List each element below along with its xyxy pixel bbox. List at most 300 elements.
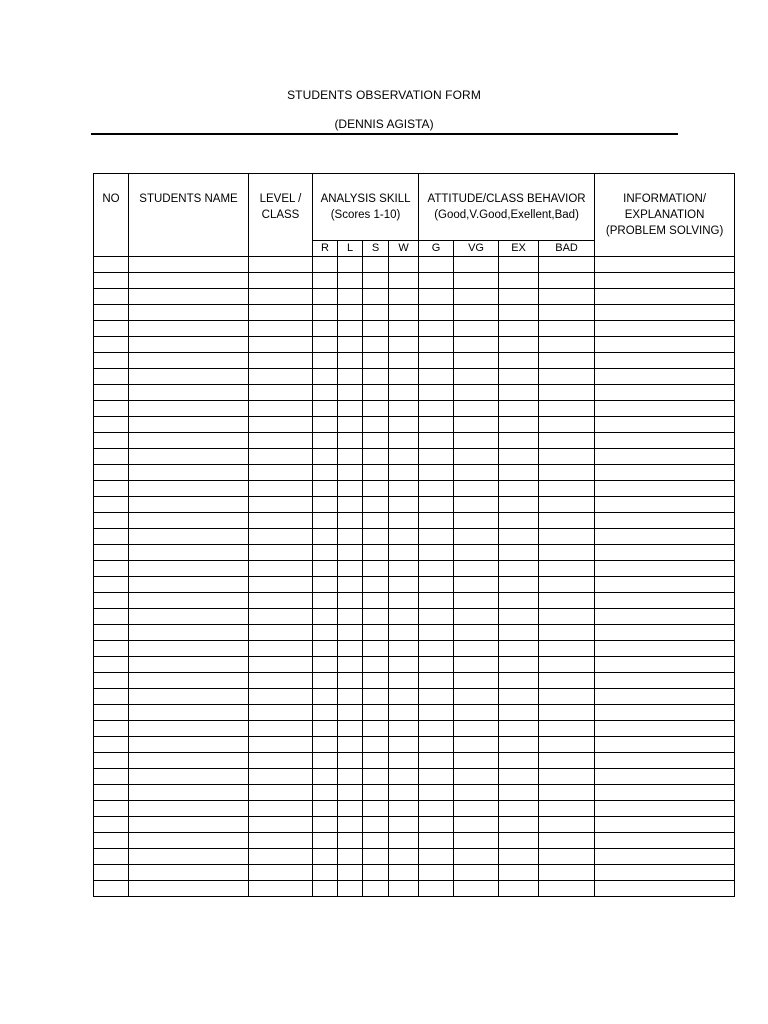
table-cell[interactable] [389, 609, 419, 625]
table-cell[interactable] [499, 801, 539, 817]
table-cell[interactable] [363, 513, 389, 529]
table-cell[interactable] [94, 545, 129, 561]
table-cell[interactable] [595, 625, 735, 641]
table-cell[interactable] [363, 705, 389, 721]
table-cell[interactable] [94, 305, 129, 321]
table-cell[interactable] [389, 721, 419, 737]
table-cell[interactable] [249, 721, 313, 737]
table-cell[interactable] [454, 849, 499, 865]
table-cell[interactable] [499, 401, 539, 417]
table-cell[interactable] [313, 465, 338, 481]
table-cell[interactable] [419, 849, 454, 865]
table-cell[interactable] [338, 417, 363, 433]
table-cell[interactable] [499, 273, 539, 289]
table-cell[interactable] [419, 673, 454, 689]
table-cell[interactable] [338, 481, 363, 497]
table-cell[interactable] [94, 513, 129, 529]
table-cell[interactable] [129, 625, 249, 641]
table-cell[interactable] [313, 497, 338, 513]
table-cell[interactable] [313, 417, 338, 433]
table-cell[interactable] [313, 881, 338, 897]
table-cell[interactable] [389, 673, 419, 689]
table-cell[interactable] [338, 881, 363, 897]
table-cell[interactable] [539, 545, 595, 561]
table-cell[interactable] [249, 561, 313, 577]
table-cell[interactable] [338, 593, 363, 609]
table-cell[interactable] [313, 817, 338, 833]
table-cell[interactable] [499, 609, 539, 625]
table-cell[interactable] [454, 257, 499, 273]
table-cell[interactable] [595, 817, 735, 833]
table-cell[interactable] [454, 401, 499, 417]
table-cell[interactable] [338, 449, 363, 465]
table-cell[interactable] [595, 753, 735, 769]
table-cell[interactable] [313, 529, 338, 545]
table-cell[interactable] [338, 673, 363, 689]
table-cell[interactable] [389, 497, 419, 513]
table-cell[interactable] [499, 545, 539, 561]
table-cell[interactable] [595, 833, 735, 849]
table-cell[interactable] [363, 817, 389, 833]
table-cell[interactable] [338, 705, 363, 721]
table-cell[interactable] [313, 369, 338, 385]
table-cell[interactable] [129, 721, 249, 737]
table-cell[interactable] [595, 673, 735, 689]
table-cell[interactable] [539, 593, 595, 609]
table-cell[interactable] [389, 465, 419, 481]
table-cell[interactable] [454, 785, 499, 801]
table-cell[interactable] [539, 417, 595, 433]
table-cell[interactable] [249, 385, 313, 401]
table-cell[interactable] [419, 289, 454, 305]
table-cell[interactable] [539, 433, 595, 449]
table-cell[interactable] [338, 321, 363, 337]
table-cell[interactable] [539, 737, 595, 753]
table-cell[interactable] [363, 689, 389, 705]
table-cell[interactable] [454, 641, 499, 657]
table-cell[interactable] [454, 353, 499, 369]
table-cell[interactable] [313, 609, 338, 625]
table-cell[interactable] [363, 369, 389, 385]
table-cell[interactable] [454, 769, 499, 785]
table-cell[interactable] [499, 321, 539, 337]
table-cell[interactable] [363, 625, 389, 641]
table-cell[interactable] [249, 305, 313, 321]
table-cell[interactable] [499, 705, 539, 721]
table-cell[interactable] [249, 401, 313, 417]
table-cell[interactable] [363, 305, 389, 321]
table-cell[interactable] [389, 641, 419, 657]
table-cell[interactable] [419, 577, 454, 593]
table-cell[interactable] [129, 753, 249, 769]
table-cell[interactable] [313, 545, 338, 561]
table-cell[interactable] [338, 561, 363, 577]
table-cell[interactable] [389, 577, 419, 593]
table-cell[interactable] [313, 513, 338, 529]
table-cell[interactable] [454, 753, 499, 769]
table-cell[interactable] [129, 833, 249, 849]
table-cell[interactable] [499, 561, 539, 577]
table-cell[interactable] [338, 801, 363, 817]
table-cell[interactable] [454, 721, 499, 737]
table-cell[interactable] [313, 321, 338, 337]
table-cell[interactable] [419, 865, 454, 881]
table-cell[interactable] [419, 257, 454, 273]
table-cell[interactable] [94, 529, 129, 545]
table-cell[interactable] [249, 449, 313, 465]
table-cell[interactable] [249, 321, 313, 337]
table-cell[interactable] [419, 353, 454, 369]
table-cell[interactable] [129, 385, 249, 401]
table-cell[interactable] [129, 497, 249, 513]
table-cell[interactable] [249, 545, 313, 561]
table-cell[interactable] [94, 753, 129, 769]
table-cell[interactable] [313, 769, 338, 785]
table-cell[interactable] [338, 545, 363, 561]
table-cell[interactable] [363, 433, 389, 449]
table-cell[interactable] [313, 689, 338, 705]
table-cell[interactable] [94, 689, 129, 705]
table-cell[interactable] [338, 865, 363, 881]
table-cell[interactable] [595, 337, 735, 353]
table-cell[interactable] [499, 769, 539, 785]
table-cell[interactable] [389, 353, 419, 369]
table-cell[interactable] [595, 881, 735, 897]
table-cell[interactable] [595, 801, 735, 817]
table-cell[interactable] [363, 289, 389, 305]
table-cell[interactable] [539, 753, 595, 769]
table-cell[interactable] [363, 401, 389, 417]
table-cell[interactable] [129, 257, 249, 273]
table-cell[interactable] [539, 881, 595, 897]
table-cell[interactable] [389, 417, 419, 433]
table-cell[interactable] [338, 625, 363, 641]
table-cell[interactable] [94, 385, 129, 401]
table-cell[interactable] [499, 849, 539, 865]
table-cell[interactable] [249, 577, 313, 593]
table-cell[interactable] [338, 433, 363, 449]
table-cell[interactable] [595, 273, 735, 289]
table-cell[interactable] [454, 737, 499, 753]
table-cell[interactable] [338, 465, 363, 481]
table-cell[interactable] [94, 785, 129, 801]
table-cell[interactable] [454, 657, 499, 673]
table-cell[interactable] [129, 705, 249, 721]
table-cell[interactable] [313, 753, 338, 769]
table-cell[interactable] [454, 369, 499, 385]
table-cell[interactable] [419, 497, 454, 513]
table-cell[interactable] [129, 305, 249, 321]
table-cell[interactable] [454, 289, 499, 305]
table-cell[interactable] [595, 433, 735, 449]
table-cell[interactable] [94, 465, 129, 481]
table-cell[interactable] [249, 465, 313, 481]
table-cell[interactable] [313, 433, 338, 449]
table-cell[interactable] [389, 753, 419, 769]
table-cell[interactable] [499, 593, 539, 609]
table-cell[interactable] [389, 833, 419, 849]
table-cell[interactable] [313, 337, 338, 353]
table-cell[interactable] [419, 321, 454, 337]
table-cell[interactable] [499, 785, 539, 801]
table-cell[interactable] [539, 785, 595, 801]
table-cell[interactable] [249, 705, 313, 721]
table-cell[interactable] [363, 385, 389, 401]
table-cell[interactable] [338, 385, 363, 401]
table-cell[interactable] [539, 529, 595, 545]
table-cell[interactable] [363, 673, 389, 689]
table-cell[interactable] [539, 273, 595, 289]
table-cell[interactable] [454, 673, 499, 689]
table-cell[interactable] [419, 369, 454, 385]
table-cell[interactable] [338, 657, 363, 673]
table-cell[interactable] [129, 577, 249, 593]
table-cell[interactable] [313, 577, 338, 593]
table-cell[interactable] [313, 625, 338, 641]
table-cell[interactable] [363, 337, 389, 353]
table-cell[interactable] [454, 817, 499, 833]
table-cell[interactable] [539, 353, 595, 369]
table-cell[interactable] [499, 657, 539, 673]
table-cell[interactable] [363, 321, 389, 337]
table-cell[interactable] [539, 257, 595, 273]
table-cell[interactable] [419, 481, 454, 497]
table-cell[interactable] [313, 273, 338, 289]
table-cell[interactable] [389, 257, 419, 273]
table-cell[interactable] [595, 721, 735, 737]
table-cell[interactable] [313, 257, 338, 273]
table-cell[interactable] [499, 497, 539, 513]
table-cell[interactable] [419, 593, 454, 609]
table-cell[interactable] [539, 609, 595, 625]
table-cell[interactable] [595, 321, 735, 337]
table-cell[interactable] [499, 673, 539, 689]
table-cell[interactable] [94, 705, 129, 721]
table-cell[interactable] [539, 641, 595, 657]
table-cell[interactable] [129, 673, 249, 689]
table-cell[interactable] [94, 497, 129, 513]
table-cell[interactable] [249, 849, 313, 865]
table-cell[interactable] [129, 417, 249, 433]
table-cell[interactable] [313, 657, 338, 673]
table-cell[interactable] [338, 305, 363, 321]
table-cell[interactable] [363, 657, 389, 673]
table-cell[interactable] [94, 721, 129, 737]
table-cell[interactable] [249, 273, 313, 289]
table-cell[interactable] [595, 481, 735, 497]
table-cell[interactable] [389, 433, 419, 449]
table-cell[interactable] [313, 865, 338, 881]
table-cell[interactable] [389, 657, 419, 673]
table-cell[interactable] [595, 497, 735, 513]
table-cell[interactable] [129, 593, 249, 609]
table-cell[interactable] [249, 257, 313, 273]
table-cell[interactable] [389, 449, 419, 465]
table-cell[interactable] [419, 833, 454, 849]
table-cell[interactable] [539, 289, 595, 305]
table-cell[interactable] [539, 497, 595, 513]
table-cell[interactable] [499, 737, 539, 753]
table-cell[interactable] [249, 673, 313, 689]
table-cell[interactable] [389, 305, 419, 321]
table-cell[interactable] [499, 753, 539, 769]
table-cell[interactable] [595, 705, 735, 721]
table-cell[interactable] [249, 369, 313, 385]
table-cell[interactable] [129, 657, 249, 673]
table-cell[interactable] [595, 289, 735, 305]
table-cell[interactable] [499, 417, 539, 433]
table-cell[interactable] [454, 609, 499, 625]
table-cell[interactable] [454, 513, 499, 529]
table-cell[interactable] [499, 433, 539, 449]
table-cell[interactable] [129, 449, 249, 465]
table-cell[interactable] [419, 625, 454, 641]
table-cell[interactable] [454, 561, 499, 577]
table-cell[interactable] [94, 369, 129, 385]
table-cell[interactable] [249, 737, 313, 753]
table-cell[interactable] [363, 769, 389, 785]
table-cell[interactable] [94, 481, 129, 497]
table-cell[interactable] [313, 721, 338, 737]
table-cell[interactable] [595, 257, 735, 273]
table-cell[interactable] [363, 529, 389, 545]
table-cell[interactable] [539, 865, 595, 881]
table-cell[interactable] [419, 337, 454, 353]
table-cell[interactable] [595, 529, 735, 545]
table-cell[interactable] [129, 609, 249, 625]
table-cell[interactable] [129, 849, 249, 865]
table-cell[interactable] [499, 385, 539, 401]
table-cell[interactable] [595, 593, 735, 609]
table-cell[interactable] [389, 593, 419, 609]
table-cell[interactable] [94, 401, 129, 417]
table-cell[interactable] [249, 753, 313, 769]
table-cell[interactable] [249, 769, 313, 785]
table-cell[interactable] [419, 769, 454, 785]
table-cell[interactable] [389, 369, 419, 385]
table-cell[interactable] [129, 353, 249, 369]
table-cell[interactable] [249, 881, 313, 897]
table-cell[interactable] [338, 849, 363, 865]
table-cell[interactable] [454, 433, 499, 449]
table-cell[interactable] [249, 817, 313, 833]
table-cell[interactable] [249, 801, 313, 817]
table-cell[interactable] [499, 865, 539, 881]
table-cell[interactable] [499, 833, 539, 849]
table-cell[interactable] [389, 545, 419, 561]
table-cell[interactable] [338, 737, 363, 753]
table-cell[interactable] [389, 481, 419, 497]
table-cell[interactable] [94, 865, 129, 881]
table-cell[interactable] [363, 353, 389, 369]
table-cell[interactable] [249, 481, 313, 497]
table-cell[interactable] [94, 801, 129, 817]
table-cell[interactable] [454, 705, 499, 721]
table-cell[interactable] [419, 433, 454, 449]
table-cell[interactable] [595, 865, 735, 881]
table-cell[interactable] [94, 417, 129, 433]
table-cell[interactable] [539, 401, 595, 417]
table-cell[interactable] [249, 609, 313, 625]
table-cell[interactable] [338, 401, 363, 417]
table-cell[interactable] [454, 833, 499, 849]
table-cell[interactable] [338, 273, 363, 289]
table-cell[interactable] [338, 337, 363, 353]
table-cell[interactable] [595, 513, 735, 529]
table-cell[interactable] [419, 657, 454, 673]
table-cell[interactable] [363, 865, 389, 881]
table-cell[interactable] [595, 385, 735, 401]
table-cell[interactable] [94, 353, 129, 369]
table-cell[interactable] [454, 577, 499, 593]
table-cell[interactable] [419, 753, 454, 769]
table-cell[interactable] [454, 497, 499, 513]
table-cell[interactable] [363, 801, 389, 817]
table-cell[interactable] [313, 353, 338, 369]
table-cell[interactable] [249, 289, 313, 305]
table-cell[interactable] [499, 721, 539, 737]
table-cell[interactable] [129, 465, 249, 481]
table-cell[interactable] [454, 529, 499, 545]
table-cell[interactable] [363, 785, 389, 801]
table-cell[interactable] [454, 625, 499, 641]
table-cell[interactable] [129, 865, 249, 881]
table-cell[interactable] [129, 289, 249, 305]
table-cell[interactable] [389, 561, 419, 577]
table-cell[interactable] [389, 337, 419, 353]
table-cell[interactable] [313, 801, 338, 817]
table-cell[interactable] [539, 449, 595, 465]
table-cell[interactable] [129, 337, 249, 353]
table-cell[interactable] [94, 833, 129, 849]
table-cell[interactable] [313, 561, 338, 577]
table-cell[interactable] [94, 657, 129, 673]
table-cell[interactable] [499, 481, 539, 497]
table-cell[interactable] [454, 801, 499, 817]
table-cell[interactable] [363, 545, 389, 561]
table-cell[interactable] [363, 577, 389, 593]
table-cell[interactable] [249, 785, 313, 801]
table-cell[interactable] [129, 273, 249, 289]
table-cell[interactable] [454, 481, 499, 497]
table-cell[interactable] [249, 865, 313, 881]
table-cell[interactable] [454, 417, 499, 433]
table-cell[interactable] [249, 497, 313, 513]
table-cell[interactable] [338, 529, 363, 545]
table-cell[interactable] [419, 305, 454, 321]
table-cell[interactable] [338, 369, 363, 385]
table-cell[interactable] [363, 561, 389, 577]
table-cell[interactable] [499, 289, 539, 305]
table-cell[interactable] [338, 769, 363, 785]
table-cell[interactable] [419, 641, 454, 657]
table-cell[interactable] [595, 641, 735, 657]
table-cell[interactable] [454, 337, 499, 353]
table-cell[interactable] [389, 705, 419, 721]
table-cell[interactable] [595, 417, 735, 433]
table-cell[interactable] [363, 593, 389, 609]
table-cell[interactable] [338, 257, 363, 273]
table-cell[interactable] [338, 721, 363, 737]
table-cell[interactable] [94, 849, 129, 865]
table-cell[interactable] [419, 737, 454, 753]
table-cell[interactable] [313, 385, 338, 401]
table-cell[interactable] [419, 785, 454, 801]
table-cell[interactable] [94, 769, 129, 785]
table-cell[interactable] [389, 321, 419, 337]
table-cell[interactable] [419, 529, 454, 545]
table-cell[interactable] [313, 849, 338, 865]
